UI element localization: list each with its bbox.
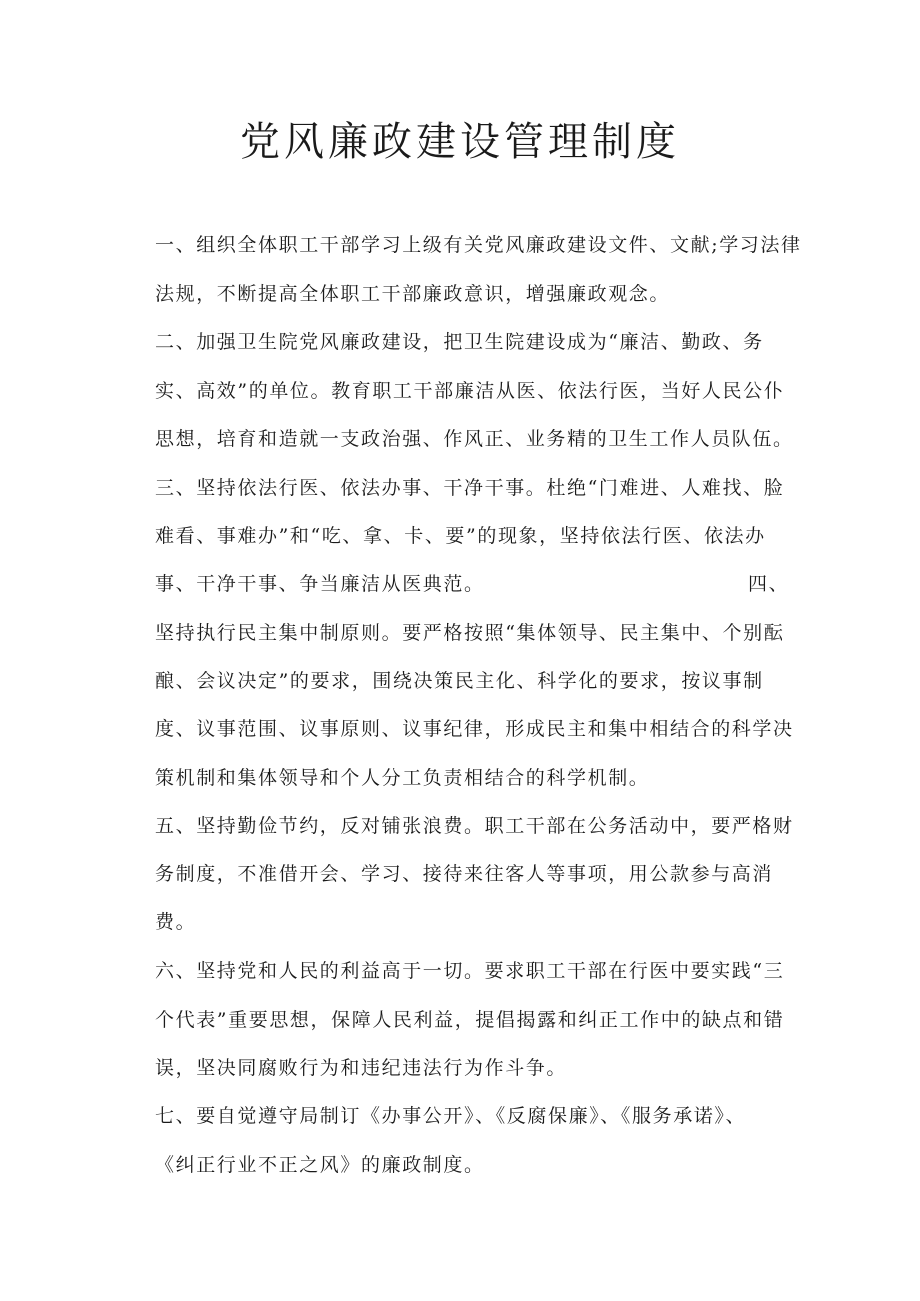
text-line: 度、议事范围、议事原则、议事纪律，形成民主和集中相结合的科学决 — [155, 718, 794, 740]
text-line: 实、高效”的单位。教育职工干部廉洁从医、依法行医，当好人民公仆 — [155, 380, 785, 402]
text-line: 费。 — [155, 911, 197, 933]
section-number: 四、 — [748, 573, 790, 595]
text-line: 一、组织全体职工干部学习上级有关党风廉政建设文件、文献;学习法律 — [155, 234, 802, 256]
text-line: 坚持执行民主集中制原则。要严格按照“集体领导、民主集中、个别酝 — [155, 622, 785, 644]
text-line: 七、要自觉遵守局制订《办事公开》、《反腐保廉》、《服务承诺》、 — [155, 1105, 747, 1127]
text-line: 法规，不断提高全体职工干部廉政意识，增强廉政观念。 — [155, 283, 671, 305]
page-title: 党风廉政建设管理制度 — [240, 119, 680, 165]
text-line: 二、加强卫生院党风廉政建设，把卫生院建设成为“廉洁、勤政、务 — [155, 331, 764, 353]
text-line: 个代表”重要思想，保障人民利益，提倡揭露和纠正工作中的缺点和错 — [155, 1009, 785, 1031]
text-line: 酿、会议决定”的要求，围绕决策民主化、科学化的要求，按议事制 — [155, 670, 764, 692]
text-line: 《纠正行业不正之风》的廉政制度。 — [155, 1154, 485, 1176]
text-line: 误，坚决同腐败行为和违纪违法行为作斗争。 — [155, 1057, 568, 1079]
text-line: 事、干净干事、争当廉洁从医典范。 — [155, 573, 485, 595]
text-line: 务制度，不准借开会、学习、接待来往客人等事项，用公款参与高消 — [155, 863, 774, 885]
text-line: 难看、事难办”和“吃、拿、卡、要”的现象，坚持依法行医、依法办 — [155, 525, 766, 547]
text-line: 六、坚持党和人民的利益高于一切。要求职工干部在行医中要实践“三 — [155, 960, 785, 982]
text-line: 思想，培育和造就一支政治强、作风正、业务精的卫生工作人员队伍。 — [155, 428, 794, 450]
text-line: 策机制和集体领导和个人分工负责相结合的科学机制。 — [155, 767, 650, 789]
text-line: 三、坚持依法行医、依法办事、干净干事。杜绝“门难进、人难找、脸 — [155, 477, 785, 499]
text-line: 五、坚持勤俭节约，反对铺张浪费。职工干部在公务活动中，要严格财 — [155, 815, 794, 837]
